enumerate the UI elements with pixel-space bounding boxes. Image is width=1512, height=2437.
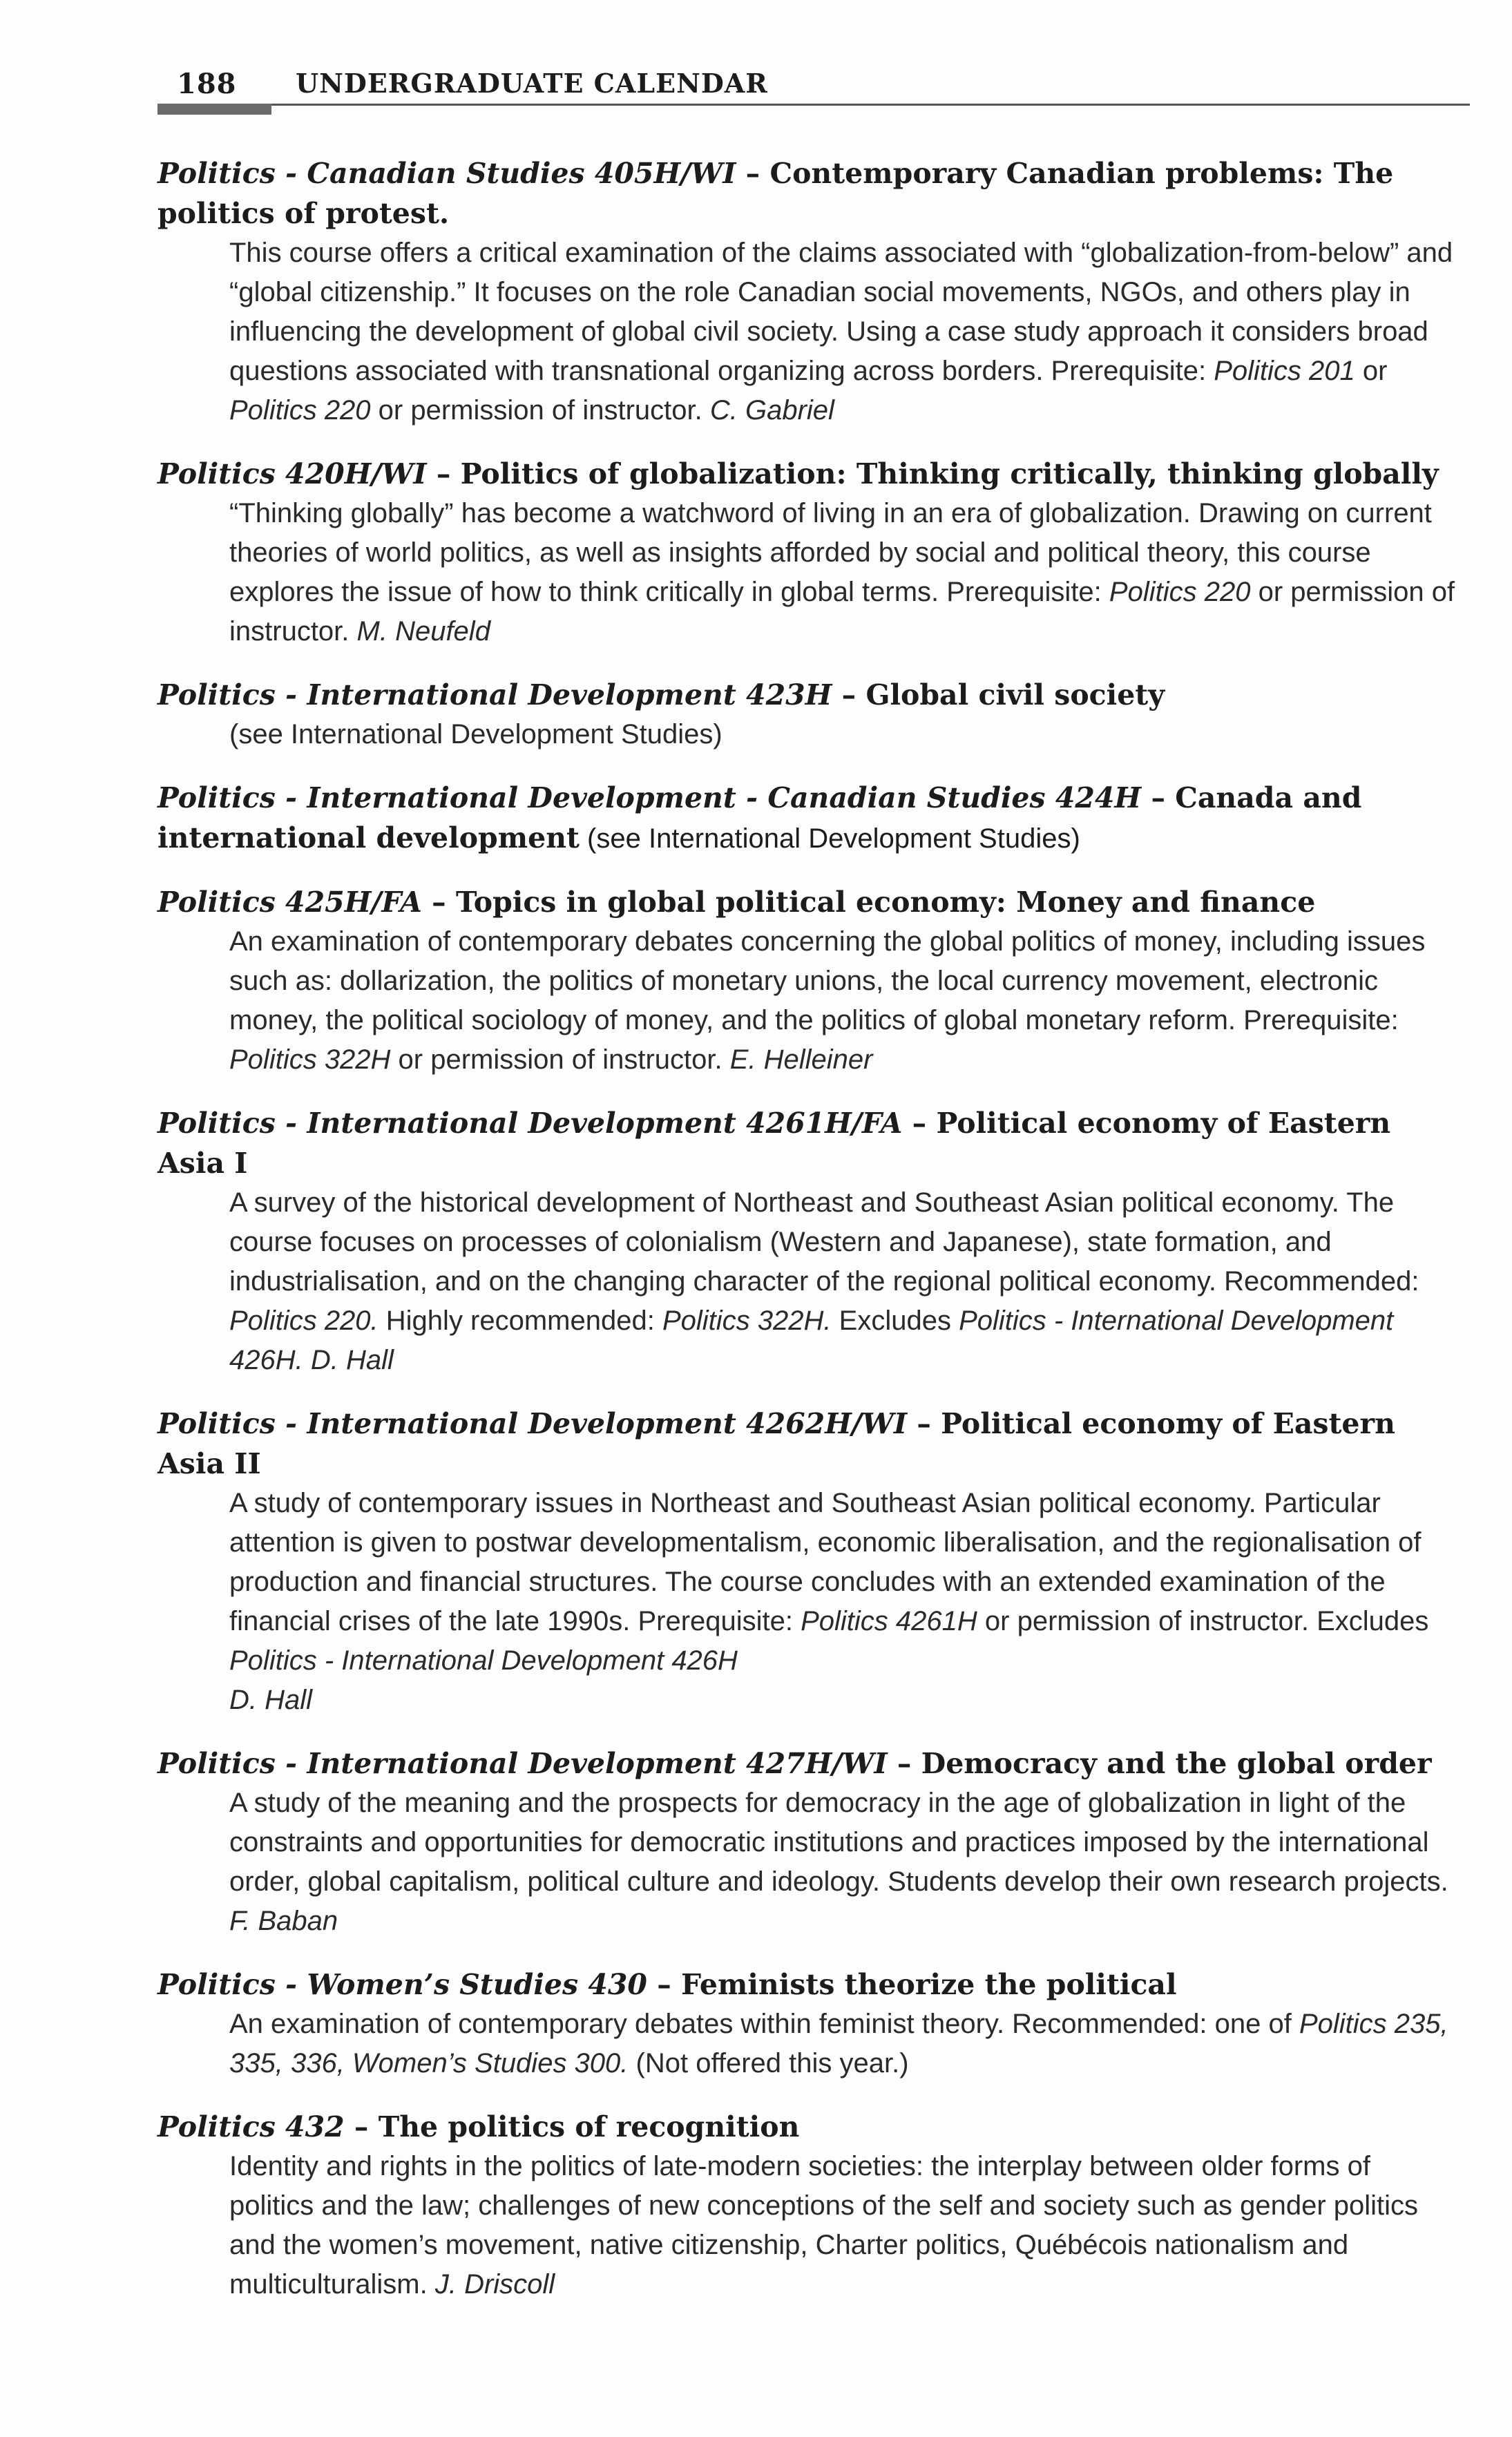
course-list: [157, 153, 1456, 2328]
instructor-name: E. Helleiner: [729, 1044, 873, 1075]
course-code: Politics - International Development 427H/WI: [157, 1747, 888, 1780]
course-heading: Politics - International Development 4261H/FA – Political economy of Eastern Asia I: [157, 1107, 1391, 1180]
course-title: Global civil society: [865, 678, 1165, 711]
instructor-name: M. Neufeld: [356, 616, 490, 647]
course-entry: [157, 1965, 1456, 2083]
course-description: An examination of contemporary debates within feminist theory. Recommended: one of Politics 235, 335, 336, Women’s Studies 300. (Not offered this year.): [229, 2009, 1448, 2078]
course-reference: Politics - International Development 426H: [229, 1645, 738, 1676]
course-heading: Politics 425H/FA – Topics in global political economy: Money and finance: [157, 886, 1316, 919]
course-entry: [157, 1404, 1456, 1720]
course-description: (see International Development Studies): [229, 719, 722, 749]
course-entry: [157, 2107, 1456, 2304]
instructor-name: C. Gabriel: [709, 395, 834, 426]
course-title: Feminists theorize the political: [681, 1968, 1177, 2001]
course-heading: Politics 432 – The politics of recognition: [157, 2110, 800, 2143]
course-title: The politics of recognition: [378, 2110, 800, 2143]
course-description: A study of contemporary issues in Northeast and Southeast Asian political economy. Particular attention is given to postwar developmentalism, economic liberalisation, and the regionalisation of production and financial structures. The course concludes with an extended examination of the financial crises of the late 1990s. Prerequisite: Politics 4261H or permission of instructor. Excludes Politics - International Development 426H D. Hall: [229, 1488, 1429, 1715]
course-title: Democracy and the global order: [921, 1747, 1432, 1780]
course-code: Politics 432: [157, 2110, 345, 2143]
course-reference: Politics 4261H: [801, 1606, 977, 1636]
course-title: Political economy of Eastern Asia II: [157, 1407, 1395, 1480]
course-title: Canada and international development: [157, 781, 1362, 854]
course-entry: [157, 778, 1456, 859]
course-heading: Politics 420H/WI – Politics of globalization: Thinking critically, thinking globally: [157, 457, 1439, 490]
course-code: Politics - International Development 4261H/FA: [157, 1107, 903, 1140]
course-code: Politics 425H/FA: [157, 886, 422, 919]
course-description: An examination of contemporary debates concerning the global politics of money, including issues such as: dollarization, the politics of monetary unions, the local currency movement, electronic money, the political sociology of money, and the politics of global monetary reform. Prerequisite: Politics 322H or permission of instructor. E. Helleiner: [229, 926, 1426, 1075]
header-rule-block: [157, 104, 271, 115]
course-description: A study of the meaning and the prospects for democracy in the age of globalization in light of the constraints and opportunities for democratic institutions and practices imposed by the international order, global capitalism, political culture and ideology. Students develop their own research projects. F. Baban: [229, 1788, 1448, 1936]
course-title: Topics in global political economy: Money and finance: [455, 886, 1316, 919]
course-reference: Politics 235, 335, 336, Women’s Studies 300.: [229, 2009, 1448, 2078]
course-reference: Politics 220: [229, 395, 371, 426]
course-reference: Politics 322H.: [662, 1306, 832, 1336]
course-title: Political economy of Eastern Asia I: [157, 1107, 1391, 1180]
course-entry: [157, 675, 1456, 754]
course-entry: [157, 454, 1456, 651]
course-heading: Politics - Women’s Studies 430 – Feminists theorize the political: [157, 1968, 1177, 2001]
course-code: Politics - International Development 423H: [157, 678, 832, 711]
course-code: Politics - International Development - Canadian Studies 424H: [157, 781, 1142, 814]
course-code: Politics 420H/WI: [157, 457, 427, 490]
course-reference: Politics 220.: [229, 1306, 379, 1336]
course-entry: [157, 1743, 1456, 1941]
course-heading: Politics - International Development 423H – Global civil society: [157, 678, 1165, 711]
course-reference: Politics 220: [1109, 577, 1251, 607]
course-entry: [157, 153, 1456, 430]
course-code: Politics - International Development 4262H/WI: [157, 1407, 908, 1440]
course-title: Politics of globalization: Thinking critically, thinking globally: [460, 457, 1439, 490]
course-entry: [157, 882, 1456, 1080]
course-heading: Politics - International Development 4262H/WI – Political economy of Eastern Asia II: [157, 1407, 1395, 1480]
course-note: (see International Development Studies): [579, 823, 1080, 854]
course-heading: Politics - International Development - Canadian Studies 424H – Canada and international development (see International Development Studies): [157, 781, 1362, 854]
course-reference: Politics 201: [1214, 356, 1355, 386]
page-header: [157, 61, 1470, 123]
course-description: “Thinking globally” has become a watchword of living in an era of globalization. Drawing on current theories of world politics, as well as insights afforded by social and political theory, this course explores the issue of how to think critically in global terms. Prerequisite: Politics 220 or permission of instructor. M. Neufeld: [229, 498, 1455, 647]
instructor-name: J. Driscoll: [434, 2269, 555, 2300]
course-reference: Politics 322H: [229, 1044, 391, 1075]
instructor-name: D. Hall: [229, 1685, 313, 1715]
course-code: Politics - Canadian Studies 405H/WI: [157, 157, 736, 190]
course-entry: [157, 1103, 1456, 1380]
header-rule: [157, 104, 1470, 106]
running-title: UNDERGRADUATE CALENDAR: [296, 68, 768, 99]
course-reference: Politics - International Development 426H. D. Hall: [229, 1306, 1394, 1375]
course-description: This course offers a critical examination of the claims associated with “globalization-from-below” and “global citizenship.” It focuses on the role Canadian social movements, NGOs, and others play in influencing the development of global civil society. Using a case study approach it considers broad questions associated with transnational organizing across borders. Prerequisite: Politics 201 or Politics 220 or permission of instructor. C. Gabriel: [229, 238, 1453, 426]
instructor-name: F. Baban: [229, 1906, 338, 1936]
page-number: 188: [177, 68, 237, 100]
course-description: A survey of the historical development of Northeast and Southeast Asian political economy. The course focuses on processes of colonialism (Western and Japanese), state formation, and industrialisation, and on the changing character of the regional political economy. Recommended: Politics 220. Highly recommended: Politics 322H. Excludes Politics - International Development 426H. D. Hall: [229, 1187, 1419, 1375]
course-heading: Politics - Canadian Studies 405H/WI – Contemporary Canadian problems: The politics of protest.: [157, 157, 1394, 230]
course-title: Contemporary Canadian problems: The politics of protest.: [157, 157, 1394, 230]
course-code: Politics - Women’s Studies 430: [157, 1968, 647, 2001]
course-description: Identity and rights in the politics of late-modern societies: the interplay between older forms of politics and the law; challenges of new conceptions of the self and society such as gender politics and the women’s movement, native citizenship, Charter politics, Québécois nationalism and multiculturalism. J. Driscoll: [229, 2151, 1419, 2300]
course-heading: Politics - International Development 427H/WI – Democracy and the global order: [157, 1747, 1432, 1780]
